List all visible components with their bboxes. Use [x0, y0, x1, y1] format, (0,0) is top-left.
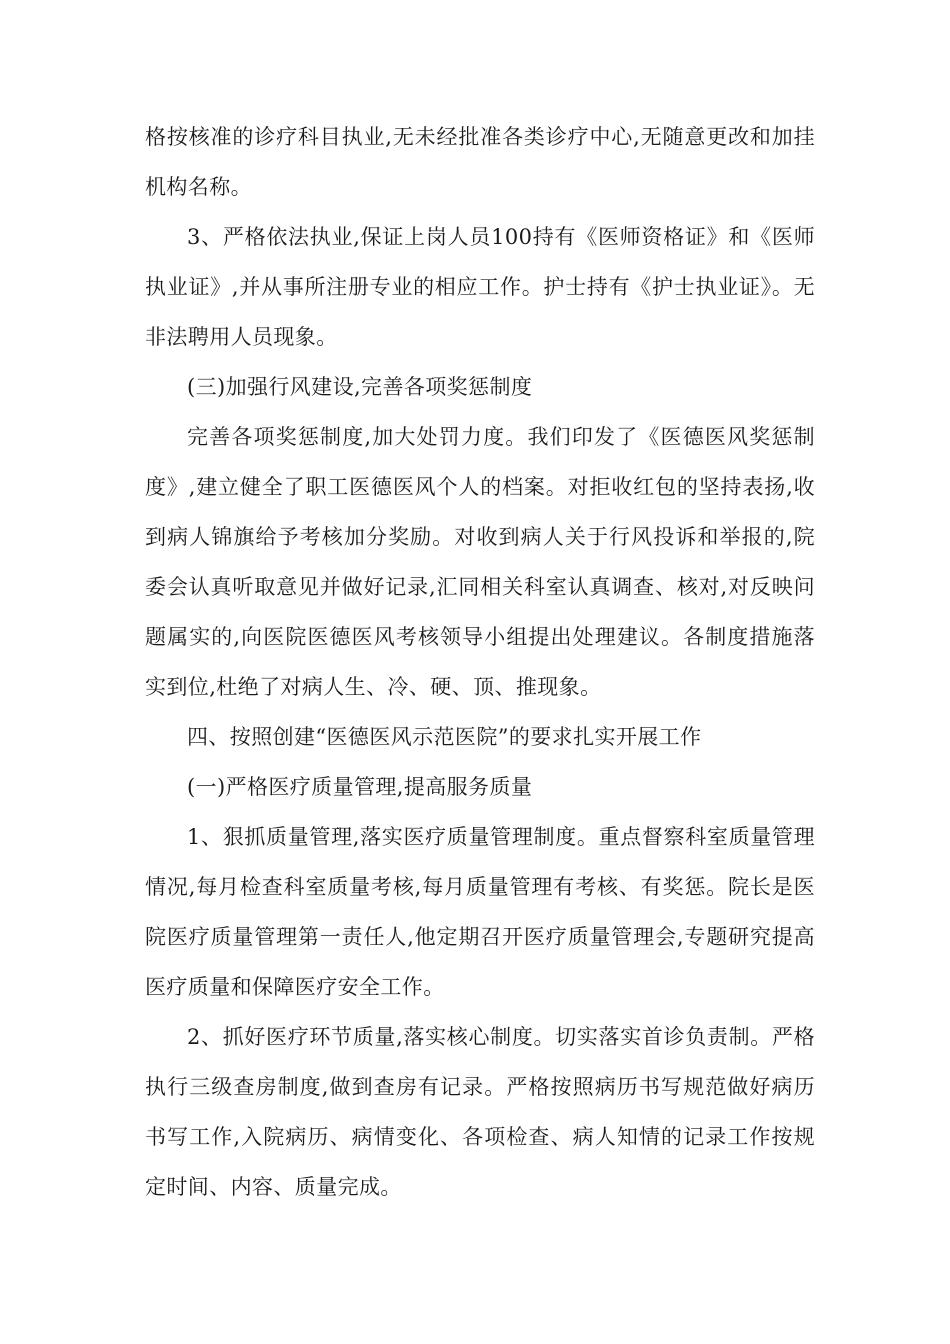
paragraph-8: 2、抓好医疗环节质量,落实核心制度。切实落实首诊负责制。严格执行三级查房制度,做到查房有记录。严格按照病历书写规范做好病历书写工作,入院病历、病情变化、各项检查、病人知情的记录工作按规定时间、内容、质量完成。 — [145, 1025, 815, 1199]
paragraph-3-heading: (三)加强行风建设,完善各项奖惩制度 — [187, 375, 533, 399]
document-body — [145, 112, 815, 1212]
paragraph-7: 1、狠抓质量管理,落实医疗质量管理制度。重点督察科室质量管理情况,每月检查科室质量考核,每月质量管理有考核、有奖惩。院长是医院医疗质量管理第一责任人,他定期召开医疗质量管理会,专题研究提高医疗质量和保障医疗安全工作。 — [145, 825, 815, 999]
paragraph-2: 3、严格依法执业,保证上岗人员100持有《医师资格证》和《医师执业证》,并从事所注册专业的相应工作。护士持有《护士执业证》。无非法聘用人员现象。 — [145, 225, 815, 349]
paragraph-1: 格按核准的诊疗科目执业,无未经批准各类诊疗中心,无随意更改和加挂机构名称。 — [145, 125, 815, 199]
paragraph-5-heading: 四、按照创建“医德医风示范医院”的要求扎实开展工作 — [187, 725, 702, 749]
paragraph-4: 完善各项奖惩制度,加大处罚力度。我们印发了《医德医风奖惩制度》,建立健全了职工医德医风个人的档案。对拒收红包的坚持表扬,收到病人锦旗给予考核加分奖励。对收到病人关于行风投诉和举报的,院委会认真听取意见并做好记录,汇同相关科室认真调查、核对,对反映问题属实的,向医院医德医风考核领导小组提出处理建议。各制度措施落实到位,杜绝了对病人生、冷、硬、顶、推现象。 — [145, 425, 815, 699]
paragraph-6-heading: (一)严格医疗质量管理,提高服务质量 — [187, 775, 533, 799]
